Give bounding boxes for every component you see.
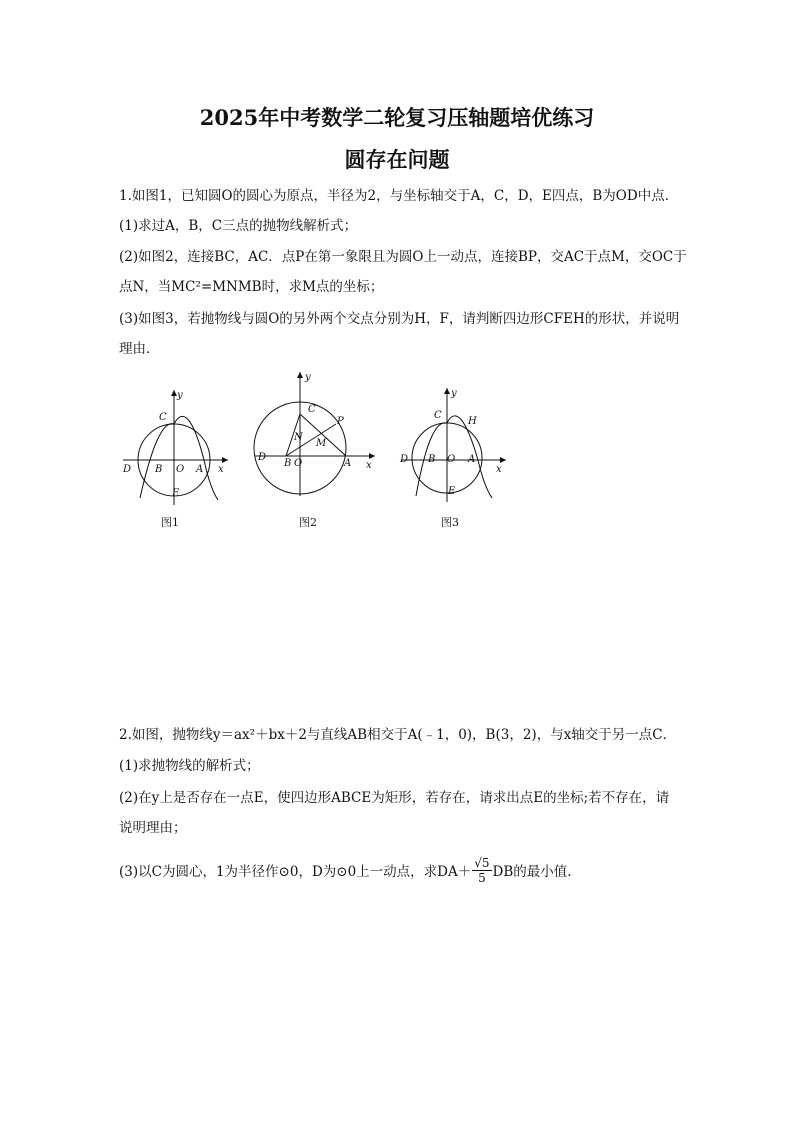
fig3-label-x: x: [496, 464, 502, 475]
fig3-label-e: E: [448, 486, 456, 497]
fig2-label-d: D: [258, 452, 267, 463]
fig1-label-y: y: [177, 390, 183, 401]
figure-2-caption: 图2: [299, 516, 317, 529]
page-title: 2025年中考数学二轮复习压轴题培优练习: [199, 105, 595, 130]
figure-3-caption: 图3: [441, 516, 459, 529]
fig3-label-h: H: [468, 416, 477, 427]
fig2-label-o: O: [294, 458, 303, 469]
problem2-part3-prefix: (3)以C为圆心，1为半径作⊙0，D为⊙0上一动点，求DA＋: [119, 864, 472, 880]
problem2-part3-suffix: DB的最小值.: [492, 864, 572, 880]
fig1-label-b: B: [155, 464, 163, 475]
problem1-part2-line2: 点N，当MC²=MNMB时，求M点的坐标；: [119, 279, 384, 295]
fig3-label-c: C: [434, 410, 442, 421]
problem2-part3: [119, 858, 702, 887]
problem1-part1: (1)求过A，B，C三点的抛物线解析式；: [119, 218, 358, 234]
fraction-denominator: 5: [478, 871, 486, 885]
problem1-part3-line1: (3)如图3，若抛物线与圆O的另外两个交点分别为H，F，请判断四边形CFEH的形状，并说明: [119, 311, 680, 327]
problem1-stem: 1.如图1，已知圆O的圆心为原点，半径为2，与坐标轴交于A，C，D，E四点，B为OD中点．: [119, 188, 679, 204]
fig1-label-a: A: [196, 464, 204, 475]
problem1-part2-line1: (2)如图2，连接BC，AC．点P在第一象限且为圆O上一动点，连接BP，交AC于点M，交OC于: [119, 249, 687, 265]
fig2-label-n: N: [294, 432, 303, 443]
figure-1: [118, 368, 233, 512]
fig2-label-b: B: [284, 458, 292, 469]
page-subtitle: 圆存在问题: [344, 147, 450, 172]
fraction-numerator: √5: [474, 856, 490, 870]
fig2-label-c: C: [308, 404, 316, 415]
problem2-stem: 2.如图，抛物线y＝ax²＋bx＋2与直线AB相交于A(﹣1，0)，B(3，2)，与x轴交于另一点C．: [119, 727, 677, 743]
fig2-label-m: M: [316, 438, 327, 449]
problem1-part3-line2: 理由．: [119, 341, 160, 357]
fraction: [472, 856, 491, 885]
problem2-part2-line2: 说明理由；: [119, 820, 187, 836]
fig1-label-d: D: [123, 464, 132, 475]
fig2-label-p: P: [337, 416, 344, 427]
problem2-part2-line1: (2)在y上是否存在一点E，使四边形ABCE为矩形，若存在，请求出点E的坐标;若不存在，请: [119, 790, 670, 806]
fig3-label-o: O: [447, 454, 456, 465]
fig3-label-y: y: [451, 388, 457, 399]
problem2-part1: (1)求抛物线的解析式；: [119, 758, 260, 774]
fig1-label-e: E: [172, 488, 180, 499]
fig3-label-d: D: [400, 454, 409, 465]
fig1-label-x: x: [218, 464, 224, 475]
figure-3: [396, 368, 511, 512]
fig1-label-c: C: [159, 412, 167, 423]
fig1-label-o: O: [176, 464, 185, 475]
fig3-label-a: A: [468, 454, 476, 465]
fig2-label-a: A: [344, 458, 352, 469]
figure-2: [250, 368, 380, 512]
fig2-label-y: y: [305, 372, 311, 383]
fig2-label-x: x: [366, 460, 372, 471]
fig3-label-b: B: [428, 454, 436, 465]
figure-1-caption: 图1: [161, 516, 179, 529]
